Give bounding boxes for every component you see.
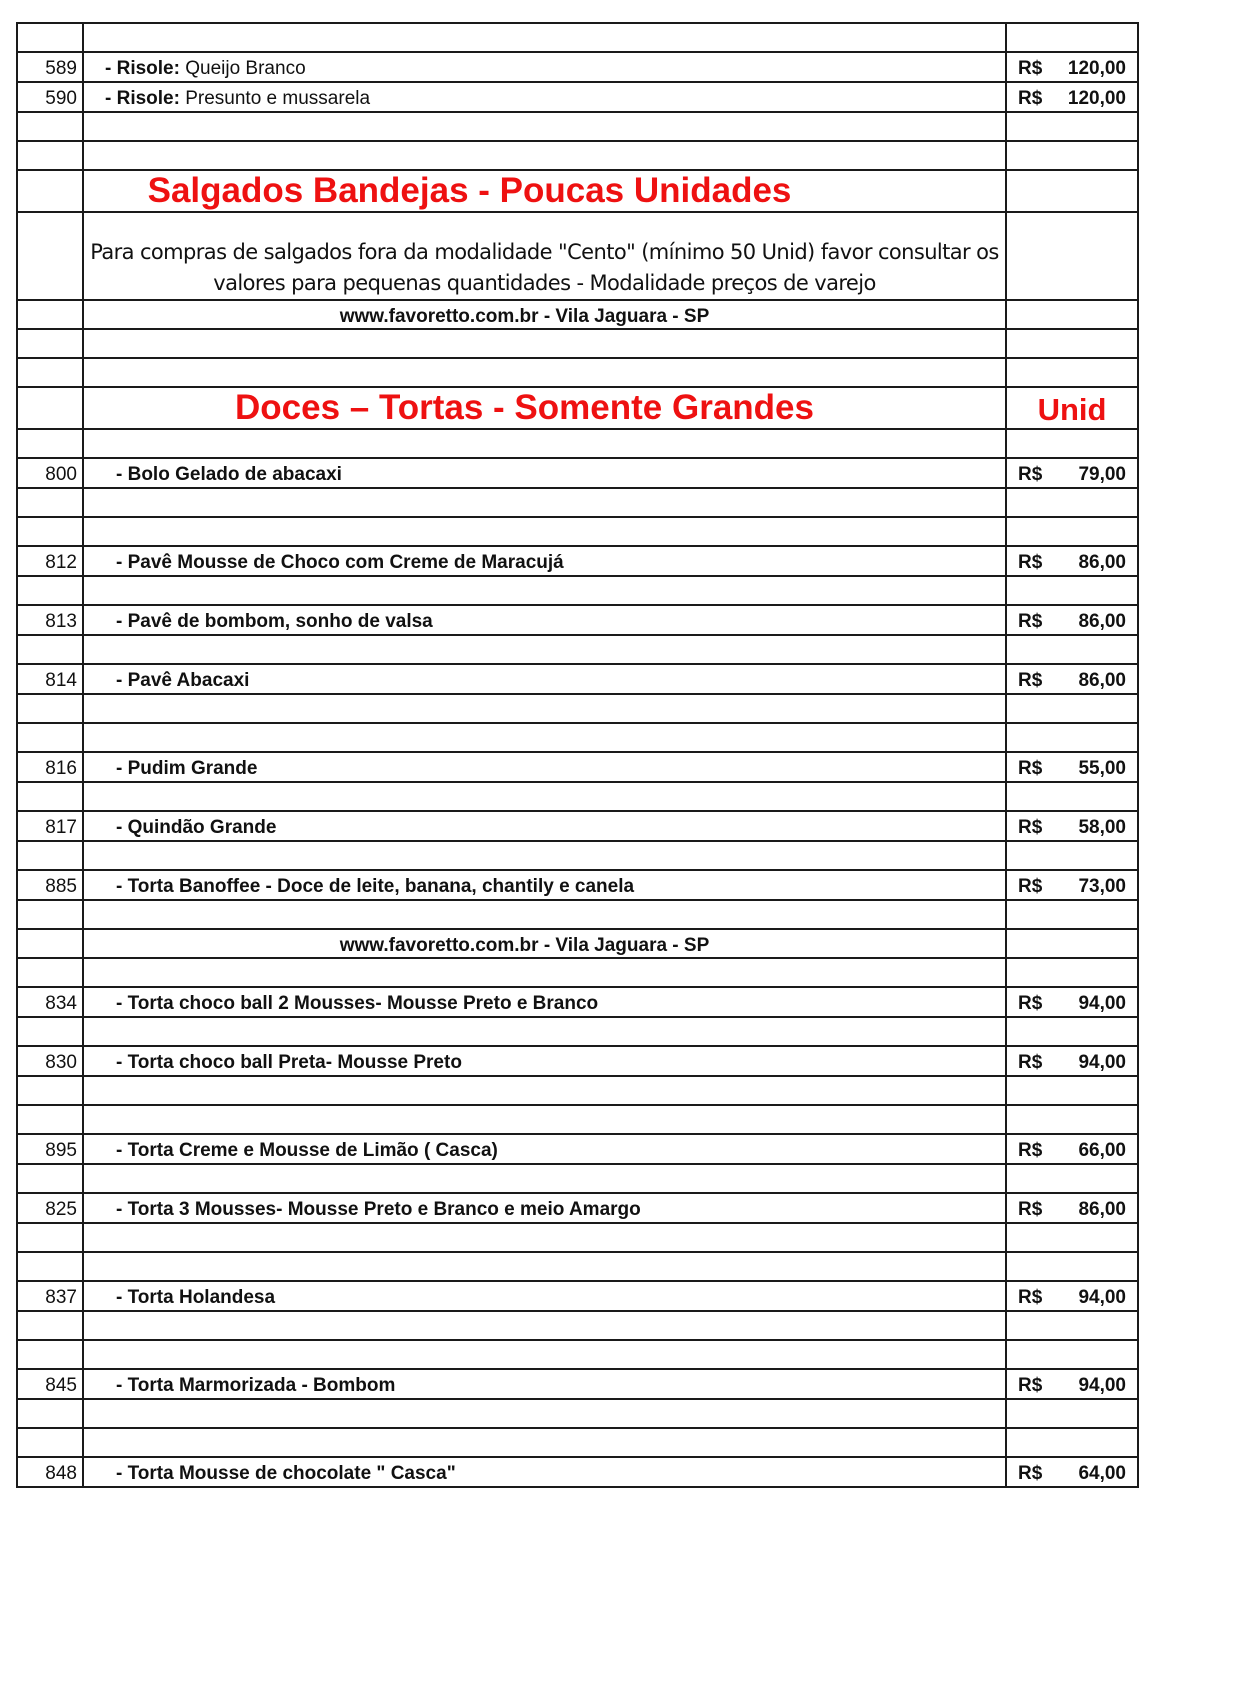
empty-row (17, 23, 1138, 52)
table-row (17, 458, 1138, 488)
table-row (17, 752, 1138, 782)
empty-row (17, 1076, 1138, 1105)
empty-row (17, 958, 1138, 987)
empty-row (17, 429, 1138, 458)
table-row (17, 546, 1138, 576)
empty-row (17, 1164, 1138, 1193)
table-row (17, 811, 1138, 841)
empty-row (17, 141, 1138, 170)
website-text: www.favoretto.com.br - Vila Jaguara - SP (83, 929, 1006, 958)
item-description: - Pavê de bombom, sonho de valsa (83, 605, 1006, 635)
price-value: 66,00 (1078, 1140, 1126, 1161)
item-description: - Pudim Grande (83, 752, 1006, 782)
price-value: 94,00 (1078, 1287, 1126, 1308)
item-code: 830 (17, 1046, 83, 1076)
price-value: 94,00 (1078, 1375, 1126, 1396)
table-row (17, 52, 1138, 82)
item-description: - Torta Marmorizada - Bombom (83, 1369, 1006, 1399)
table-row (17, 82, 1138, 112)
website-text: www.favoretto.com.br - Vila Jaguara - SP (83, 300, 1006, 329)
currency-symbol: R$ (1018, 464, 1043, 485)
price-value: 86,00 (1078, 611, 1126, 632)
currency-symbol: R$ (1018, 876, 1043, 897)
price-list-table (16, 22, 1139, 1488)
empty-row (17, 329, 1138, 358)
empty-row (17, 517, 1138, 546)
currency-symbol: R$ (1018, 670, 1043, 691)
table-row (17, 664, 1138, 694)
item-code: 813 (17, 605, 83, 635)
currency-symbol: R$ (1018, 1199, 1043, 1220)
item-code: 845 (17, 1369, 83, 1399)
currency-symbol: R$ (1018, 758, 1043, 779)
item-code: 848 (17, 1457, 83, 1487)
price-value: 120,00 (1067, 58, 1126, 79)
empty-row (17, 1252, 1138, 1281)
item-description: - Torta Mousse de chocolate " Casca" (83, 1457, 1006, 1487)
item-description: - Torta choco ball Preta- Mousse Preto (83, 1046, 1006, 1076)
item-code: 825 (17, 1193, 83, 1223)
empty-row (17, 1428, 1138, 1457)
price-value: 79,00 (1078, 464, 1126, 485)
table-row (17, 870, 1138, 900)
table-row (17, 1281, 1138, 1311)
item-description: - Torta Creme e Mousse de Limão ( Casca) (83, 1134, 1006, 1164)
currency-symbol: R$ (1018, 88, 1043, 109)
item-code: 812 (17, 546, 83, 576)
empty-row (17, 782, 1138, 811)
item-code: 895 (17, 1134, 83, 1164)
unit-column-header: Unid (1006, 387, 1138, 429)
table-row (17, 1369, 1138, 1399)
item-code: 816 (17, 752, 83, 782)
item-code: 590 (17, 82, 83, 112)
item-description: - Torta Holandesa (83, 1281, 1006, 1311)
item-code: 834 (17, 987, 83, 1017)
item-price (1006, 752, 1138, 782)
currency-symbol: R$ (1018, 58, 1043, 79)
empty-row (17, 1311, 1138, 1340)
empty-row (17, 900, 1138, 929)
note-row (17, 212, 1138, 300)
empty-row (17, 841, 1138, 870)
currency-symbol: R$ (1018, 993, 1043, 1014)
item-price (1006, 987, 1138, 1017)
item-price (1006, 1046, 1138, 1076)
item-price (1006, 1281, 1138, 1311)
currency-symbol: R$ (1018, 1375, 1043, 1396)
item-description: - Pavê Mousse de Choco com Creme de Maracujá (83, 546, 1006, 576)
item-description: - Torta choco ball 2 Mousses- Mousse Preto e Branco (83, 987, 1006, 1017)
item-price (1006, 605, 1138, 635)
item-code: 837 (17, 1281, 83, 1311)
item-price (1006, 664, 1138, 694)
item-description: - Pavê Abacaxi (83, 664, 1006, 694)
retail-note-line1: Para compras de salgados fora da modalidade "Cento" (mínimo 50 Unid) favor consultar os (90, 240, 999, 264)
price-value: 86,00 (1078, 1199, 1126, 1220)
empty-row (17, 488, 1138, 517)
empty-row (17, 1105, 1138, 1134)
item-description: - Torta 3 Mousses- Mousse Preto e Branco e meio Amargo (83, 1193, 1006, 1223)
table-row (17, 605, 1138, 635)
price-value: 58,00 (1078, 817, 1126, 838)
price-value: 86,00 (1078, 552, 1126, 573)
empty-row (17, 1223, 1138, 1252)
table-row (17, 1193, 1138, 1223)
currency-symbol: R$ (1018, 817, 1043, 838)
section-title-salgados: Salgados Bandejas - Poucas Unidades (83, 170, 1006, 212)
price-value: 86,00 (1078, 670, 1126, 691)
table-row (17, 987, 1138, 1017)
currency-symbol: R$ (1018, 1052, 1043, 1073)
item-price (1006, 1134, 1138, 1164)
item-code: 885 (17, 870, 83, 900)
currency-symbol: R$ (1018, 611, 1043, 632)
item-name: Queijo Branco (179, 58, 306, 79)
empty-row (17, 723, 1138, 752)
item-code: 589 (17, 52, 83, 82)
empty-row (17, 1399, 1138, 1428)
currency-symbol: R$ (1018, 552, 1043, 573)
retail-note (83, 212, 1006, 300)
empty-row (17, 694, 1138, 723)
table-row (17, 1046, 1138, 1076)
empty-row (17, 1017, 1138, 1046)
item-code: 817 (17, 811, 83, 841)
empty-row (17, 358, 1138, 387)
currency-symbol: R$ (1018, 1463, 1043, 1484)
item-category: - Risole: (105, 58, 180, 79)
item-price (1006, 1457, 1138, 1487)
section-header-row (17, 387, 1138, 429)
price-value: 64,00 (1078, 1463, 1126, 1484)
website-row (17, 929, 1138, 958)
table-row (17, 1134, 1138, 1164)
item-code: 814 (17, 664, 83, 694)
item-price (1006, 546, 1138, 576)
website-row (17, 300, 1138, 329)
item-name: Presunto e mussarela (179, 88, 371, 109)
item-price (1006, 1193, 1138, 1223)
item-code: 800 (17, 458, 83, 488)
empty-row (17, 635, 1138, 664)
retail-note-line2: valores para pequenas quantidades - Modalidade preços de varejo (213, 271, 876, 295)
item-description: - Torta Banoffee - Doce de leite, banana, chantily e canela (83, 870, 1006, 900)
empty-row (17, 1340, 1138, 1369)
item-price (1006, 52, 1138, 82)
item-price (1006, 1369, 1138, 1399)
table-row (17, 1457, 1138, 1487)
item-description (83, 52, 1006, 82)
price-value: 55,00 (1078, 758, 1126, 779)
price-value: 120,00 (1067, 88, 1126, 109)
item-price (1006, 458, 1138, 488)
item-description: - Bolo Gelado de abacaxi (83, 458, 1006, 488)
item-description (83, 82, 1006, 112)
price-value: 73,00 (1078, 876, 1126, 897)
price-value: 94,00 (1078, 993, 1126, 1014)
section-header-row (17, 170, 1138, 212)
item-price (1006, 870, 1138, 900)
currency-symbol: R$ (1018, 1287, 1043, 1308)
currency-symbol: R$ (1018, 1140, 1043, 1161)
empty-row (17, 576, 1138, 605)
empty-row (17, 112, 1138, 141)
item-price (1006, 82, 1138, 112)
section-title-doces: Doces – Tortas - Somente Grandes (83, 387, 1006, 429)
price-value: 94,00 (1078, 1052, 1126, 1073)
item-description: - Quindão Grande (83, 811, 1006, 841)
item-category: - Risole: (105, 88, 180, 109)
item-price (1006, 811, 1138, 841)
